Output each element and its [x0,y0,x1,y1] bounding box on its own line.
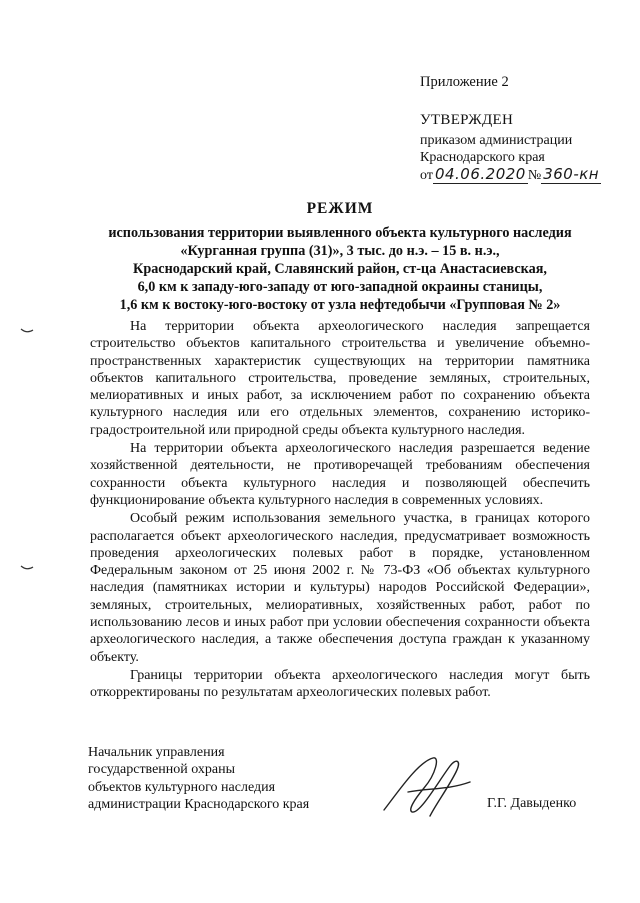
heading-line: 1,6 км к востоку-юго-востоку от узла нефтедобычи «Групповая № 2» [119,297,561,313]
document-heading [70,200,610,314]
signatory-position-line: государственной охраны [88,762,236,778]
date-prefix: от [420,168,433,183]
signatory-name: Г.Г. Давыденко [487,796,577,811]
handwritten-signature [378,752,478,822]
approval-title: УТВЕРЖДЕН [420,112,514,128]
approval-line: Краснодарского края [420,150,545,165]
body-paragraph: На территории объекта археологического наследия запрещается строительство объектов капитального строительства и увеличение объемно-пространственных характеристик существующих на территории памятника объектов капитального строительства, проведение земляных, строительных, мелиоративных и иных работ, за исключением работ по сохранению объекта культурного наследия или его отдельных элементов, сохранению историко-градостроительной или природной среды объекта культурного наследия. [90,319,590,438]
approval-block [420,112,601,184]
signatory-position-line: администрации Краснодарского края [88,796,310,812]
approval-line: приказом администрации [420,133,573,148]
heading-line: 6,0 км к западу-юго-западу от юго-западной окраины станицы, [137,279,543,295]
signature-block [88,744,309,813]
document-body [90,318,590,703]
body-paragraph: На территории объекта археологического наследия разрешается ведение хозяйственной деятельности, не противоречащей требованиям обеспечения сохранности объекта культурного наследия и позволяющей обеспечить функционирование объекта культурного наследия в современных условиях. [90,441,590,508]
scan-edge-mark [20,565,34,571]
scan-edge-mark [20,328,34,334]
heading-line: «Курганная группа (31)», 3 тыс. до н.э. – 15 в. н.э., [180,243,500,259]
appendix-label: Приложение 2 [420,74,509,90]
signatory-position-line: объектов культурного наследия [88,779,276,795]
handwritten-number: 360-кн [543,165,600,183]
approval-date-line [420,166,601,184]
handwritten-date: 04.06.2020 [434,165,526,183]
signatory-position-line: Начальник управления [88,745,225,760]
body-paragraph: Границы территории объекта археологического наследия могут быть откорректированы по результатам археологических полевых работ. [90,667,590,701]
body-paragraph: Особый режим использования земельного участка, в границах которого располагается объект археологического наследия, предусматривает возможность проведения археологических полевых работ в порядке, установленном Федеральным законом от 25 июня 2002 г. № 73-ФЗ «Об объектах культурного наследия (памятниках истории и культуры) народов Российской Федерации», земляных, строительных, мелиоративных, хозяйственных работ, работ по использованию лесов и иных работ при условии обеспечения сохранности объекта археологического наследия, а также обеспечения доступа граждан к указанному объекту. [90,511,590,665]
heading-line: Краснодарский край, Славянский район, ст-ца Анастасиевская, [133,261,547,277]
number-sign: № [527,168,542,183]
heading-word: РЕЖИМ [306,200,374,217]
heading-line: использования территории выявленного объекта культурного наследия [108,225,572,241]
